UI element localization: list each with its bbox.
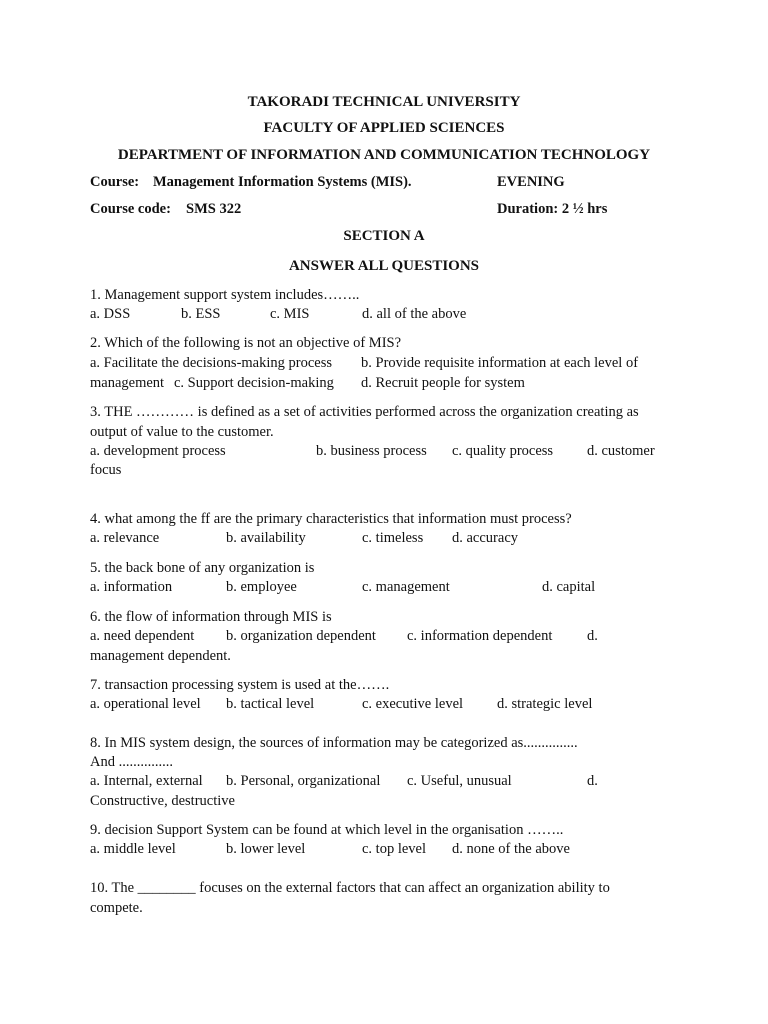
question-5: 5. the back bone of any organization is bbox=[90, 560, 315, 576]
question-3-option-d-cont: focus bbox=[90, 462, 122, 478]
instruction-heading: ANSWER ALL QUESTIONS bbox=[288, 258, 480, 274]
option-b: b. ESS bbox=[181, 306, 221, 322]
course-label: Course: bbox=[90, 174, 140, 190]
session-label: EVENING bbox=[497, 174, 565, 190]
option-a: a. information bbox=[90, 579, 173, 595]
question-10-cont: compete. bbox=[90, 900, 143, 916]
course-code-label: Course code: bbox=[90, 201, 171, 217]
option-b: b. business process bbox=[316, 443, 427, 459]
question-4: 4. what among the ff are the primary characteristics that information must process? bbox=[90, 511, 572, 527]
option-c: c. information dependent bbox=[407, 628, 553, 644]
course-name: Management Information Systems (MIS). bbox=[153, 174, 412, 190]
option-a: a. middle level bbox=[90, 841, 176, 857]
option-b: b. employee bbox=[226, 579, 297, 595]
question-2: 2. Which of the following is not an objective of MIS? bbox=[90, 335, 402, 351]
option-a: a. Internal, external bbox=[90, 773, 203, 789]
question-3-cont: output of value to the customer. bbox=[90, 424, 274, 440]
option-c: c. executive level bbox=[362, 696, 464, 712]
question-3: 3. THE ………… is defined as a set of activities performed across the organization creating as bbox=[90, 404, 639, 420]
option-d: d. all of the above bbox=[362, 306, 467, 322]
course-code: SMS 322 bbox=[186, 201, 242, 217]
option-d: d. bbox=[587, 628, 598, 644]
question-9: 9. decision Support System can be found at which level in the organisation …….. bbox=[90, 822, 564, 838]
question-8-option-d-cont: Constructive, destructive bbox=[90, 793, 235, 809]
duration: Duration: 2 ½ hrs bbox=[497, 201, 608, 217]
option-a: a. need dependent bbox=[90, 628, 195, 644]
question-8-cont: And ............... bbox=[90, 754, 173, 770]
department-title: DEPARTMENT OF INFORMATION AND COMMUNICATION TECHNOLOGY bbox=[117, 147, 651, 163]
option-d: d. strategic level bbox=[497, 696, 593, 712]
option-c: c. quality process bbox=[452, 443, 554, 459]
option-d: d. customer bbox=[587, 443, 655, 459]
question-10: 10. The ________ focuses on the external factors that can affect an organization ability to bbox=[90, 880, 610, 896]
question-8: 8. In MIS system design, the sources of information may be categorized as............... bbox=[90, 735, 578, 751]
option-b: b. organization dependent bbox=[226, 628, 376, 644]
faculty-title: FACULTY OF APPLIED SCIENCES bbox=[263, 120, 505, 136]
option-a: a. Facilitate the decisions-making process bbox=[90, 355, 332, 371]
option-c: c. Support decision-making bbox=[174, 375, 334, 391]
option-d: d. bbox=[587, 773, 598, 789]
option-c: c. MIS bbox=[270, 306, 310, 322]
option-a: a. development process bbox=[90, 443, 226, 459]
question-1: 1. Management support system includes…….. bbox=[90, 287, 360, 303]
option-c: c. management bbox=[362, 579, 450, 595]
option-c: c. top level bbox=[362, 841, 427, 857]
option-b: b. Provide requisite information at each level of bbox=[361, 355, 639, 371]
option-d: d. accuracy bbox=[452, 530, 519, 546]
option-b: b. lower level bbox=[226, 841, 306, 857]
section-heading: SECTION A bbox=[343, 228, 425, 244]
option-a: a. operational level bbox=[90, 696, 201, 712]
option-a: a. relevance bbox=[90, 530, 160, 546]
question-6: 6. the flow of information through MIS is bbox=[90, 609, 332, 625]
question-6-option-d-cont: management dependent. bbox=[90, 648, 231, 664]
option-b: b. Personal, organizational bbox=[226, 773, 381, 789]
option-d: d. Recruit people for system bbox=[361, 375, 525, 391]
question-7: 7. transaction processing system is used at the……. bbox=[90, 677, 390, 693]
option-a: a. DSS bbox=[90, 306, 131, 322]
option-c: c. timeless bbox=[362, 530, 424, 546]
option-b-cont: management bbox=[90, 375, 165, 391]
university-title: TAKORADI TECHNICAL UNIVERSITY bbox=[247, 94, 521, 110]
option-c: c. Useful, unusual bbox=[407, 773, 512, 789]
option-d: d. capital bbox=[542, 579, 596, 595]
option-b: b. availability bbox=[226, 530, 306, 546]
option-b: b. tactical level bbox=[226, 696, 315, 712]
option-d: d. none of the above bbox=[452, 841, 570, 857]
